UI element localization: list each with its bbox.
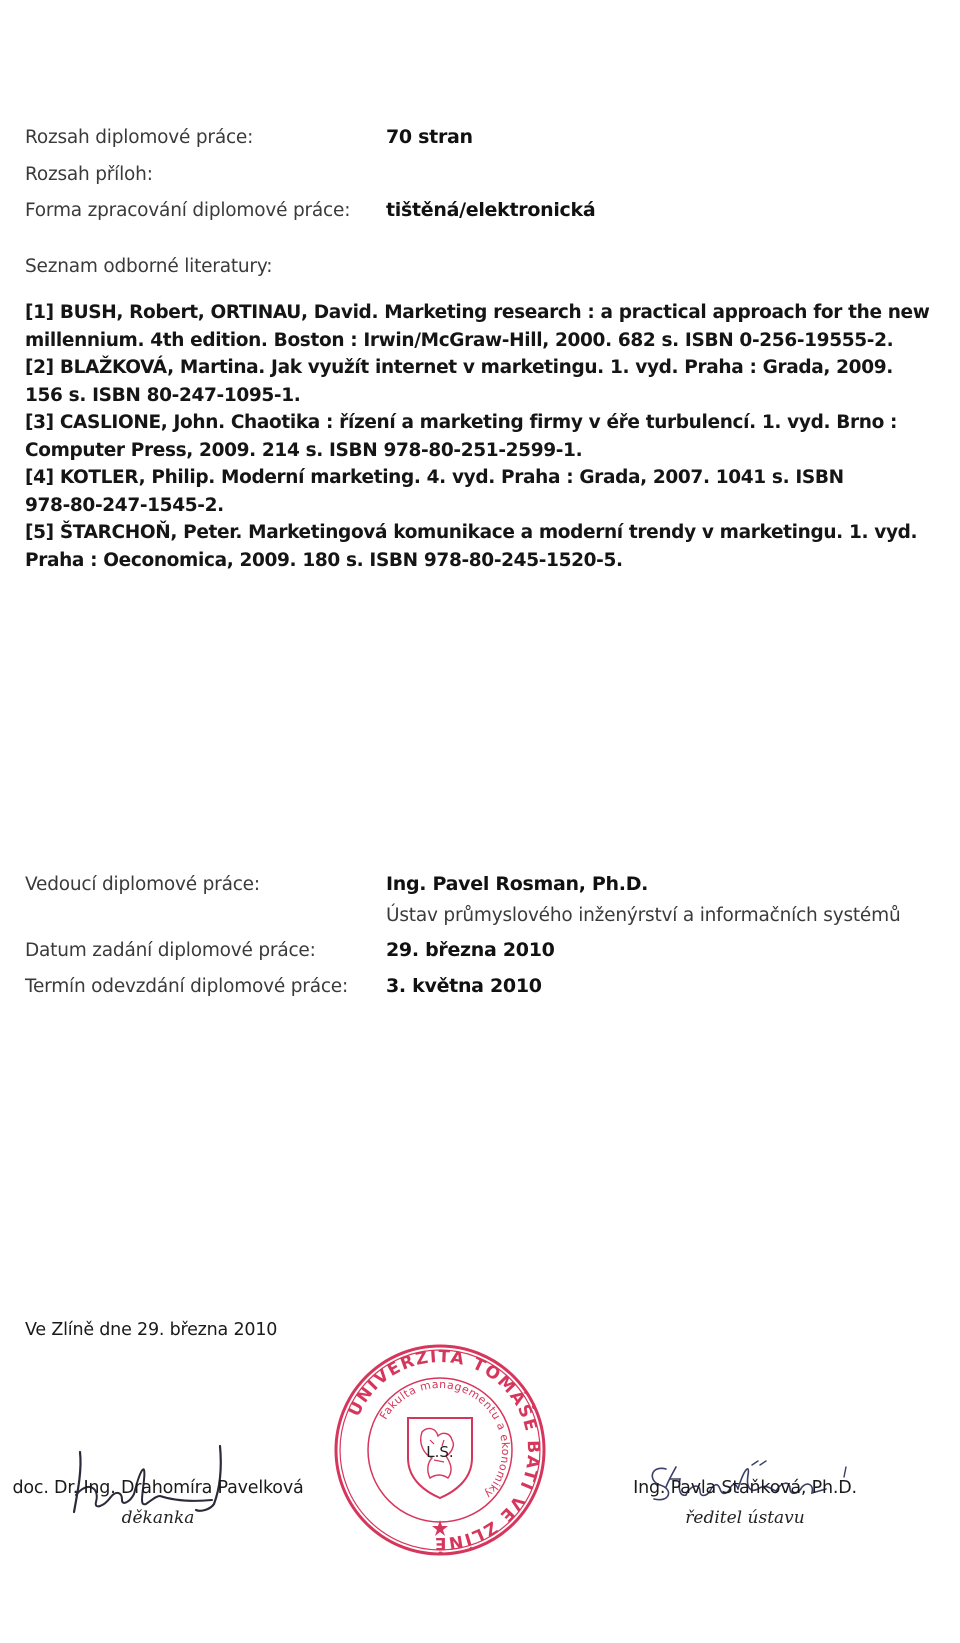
value-rozsah-prace: 70 stran <box>386 126 473 148</box>
reference-line: [3] CASLIONE, John. Chaotika : řízení a marketing firmy v éře turbulencí. 1. vyd. Brno : <box>25 412 898 433</box>
stamp-outer-text: UNIVERZITA TOMÁŠE BATI VE ZLÍNĚ <box>344 1346 544 1554</box>
supervisor-name: Ing. Pavel Rosman, Ph.D. <box>386 873 649 895</box>
assignment-date-value: 29. března 2010 <box>386 939 555 961</box>
place-date: Ve Zlíně dne 29. března 2010 <box>25 1320 278 1340</box>
reference-line: millennium. 4th edition. Boston : Irwin/McGraw-Hill, 2000. 682 s. ISBN 0-256-19555-2. <box>25 329 894 351</box>
supervisor-institute: Ústav průmyslového inženýrství a informačních systémů <box>386 905 901 926</box>
director-role: ředitel ústavu <box>685 1508 805 1528</box>
label-forma: Forma zpracování diplomové práce: <box>25 200 351 221</box>
label-deadline: Termín odevzdání diplomové práce: <box>25 976 349 997</box>
director-name: Ing. Pavla Staňková, Ph.D. <box>633 1478 857 1498</box>
university-stamp <box>330 1340 550 1560</box>
reference-line: Praha : Oeconomica, 2009. 180 s. ISBN 978-80-245-1520-5. <box>25 549 623 571</box>
reference-line: [2] BLAŽKOVÁ, Martina. Jak využít internet v marketingu. 1. vyd. Praha : Grada, 2009. <box>25 357 893 378</box>
deadline-value: 3. května 2010 <box>386 975 542 997</box>
stamp-inner-text: Fakulta managementu a ekonomiky <box>377 1377 513 1501</box>
label-supervisor: Vedoucí diplomové práce: <box>25 874 260 895</box>
reference-line: Computer Press, 2009. 214 s. ISBN 978-80-251-2599-1. <box>25 439 583 461</box>
dean-name: doc. Dr. Ing. Drahomíra Pavelková <box>12 1478 304 1498</box>
value-forma: tištěná/elektronická <box>386 199 596 221</box>
reference-line: [4] KOTLER, Philip. Moderní marketing. 4. vyd. Praha : Grada, 2007. 1041 s. ISBN <box>25 467 844 488</box>
dean-role: děkanka <box>121 1508 195 1528</box>
reference-list <box>25 299 945 574</box>
reference-line: [5] ŠTARCHOŇ, Peter. Marketingová komunikace a moderní trendy v marketingu. 1. vyd. <box>25 522 918 543</box>
reference-line: [1] BUSH, Robert, ORTINAU, David. Marketing research : a practical approach for the new <box>25 302 930 323</box>
label-assignment-date: Datum zadání diplomové práce: <box>25 940 316 961</box>
reference-line: 978-80-247-1545-2. <box>25 494 224 516</box>
reference-line: 156 s. ISBN 80-247-1095-1. <box>25 384 301 406</box>
label-rozsah-priloh: Rozsah příloh: <box>25 164 153 185</box>
literature-heading: Seznam odborné literatury: <box>25 256 273 277</box>
label-rozsah-prace: Rozsah diplomové práce: <box>25 127 254 148</box>
stamp-center-text: L.S. <box>426 1443 454 1461</box>
svg-text:Fakulta managementu a ekonomik <box>377 1378 512 1501</box>
